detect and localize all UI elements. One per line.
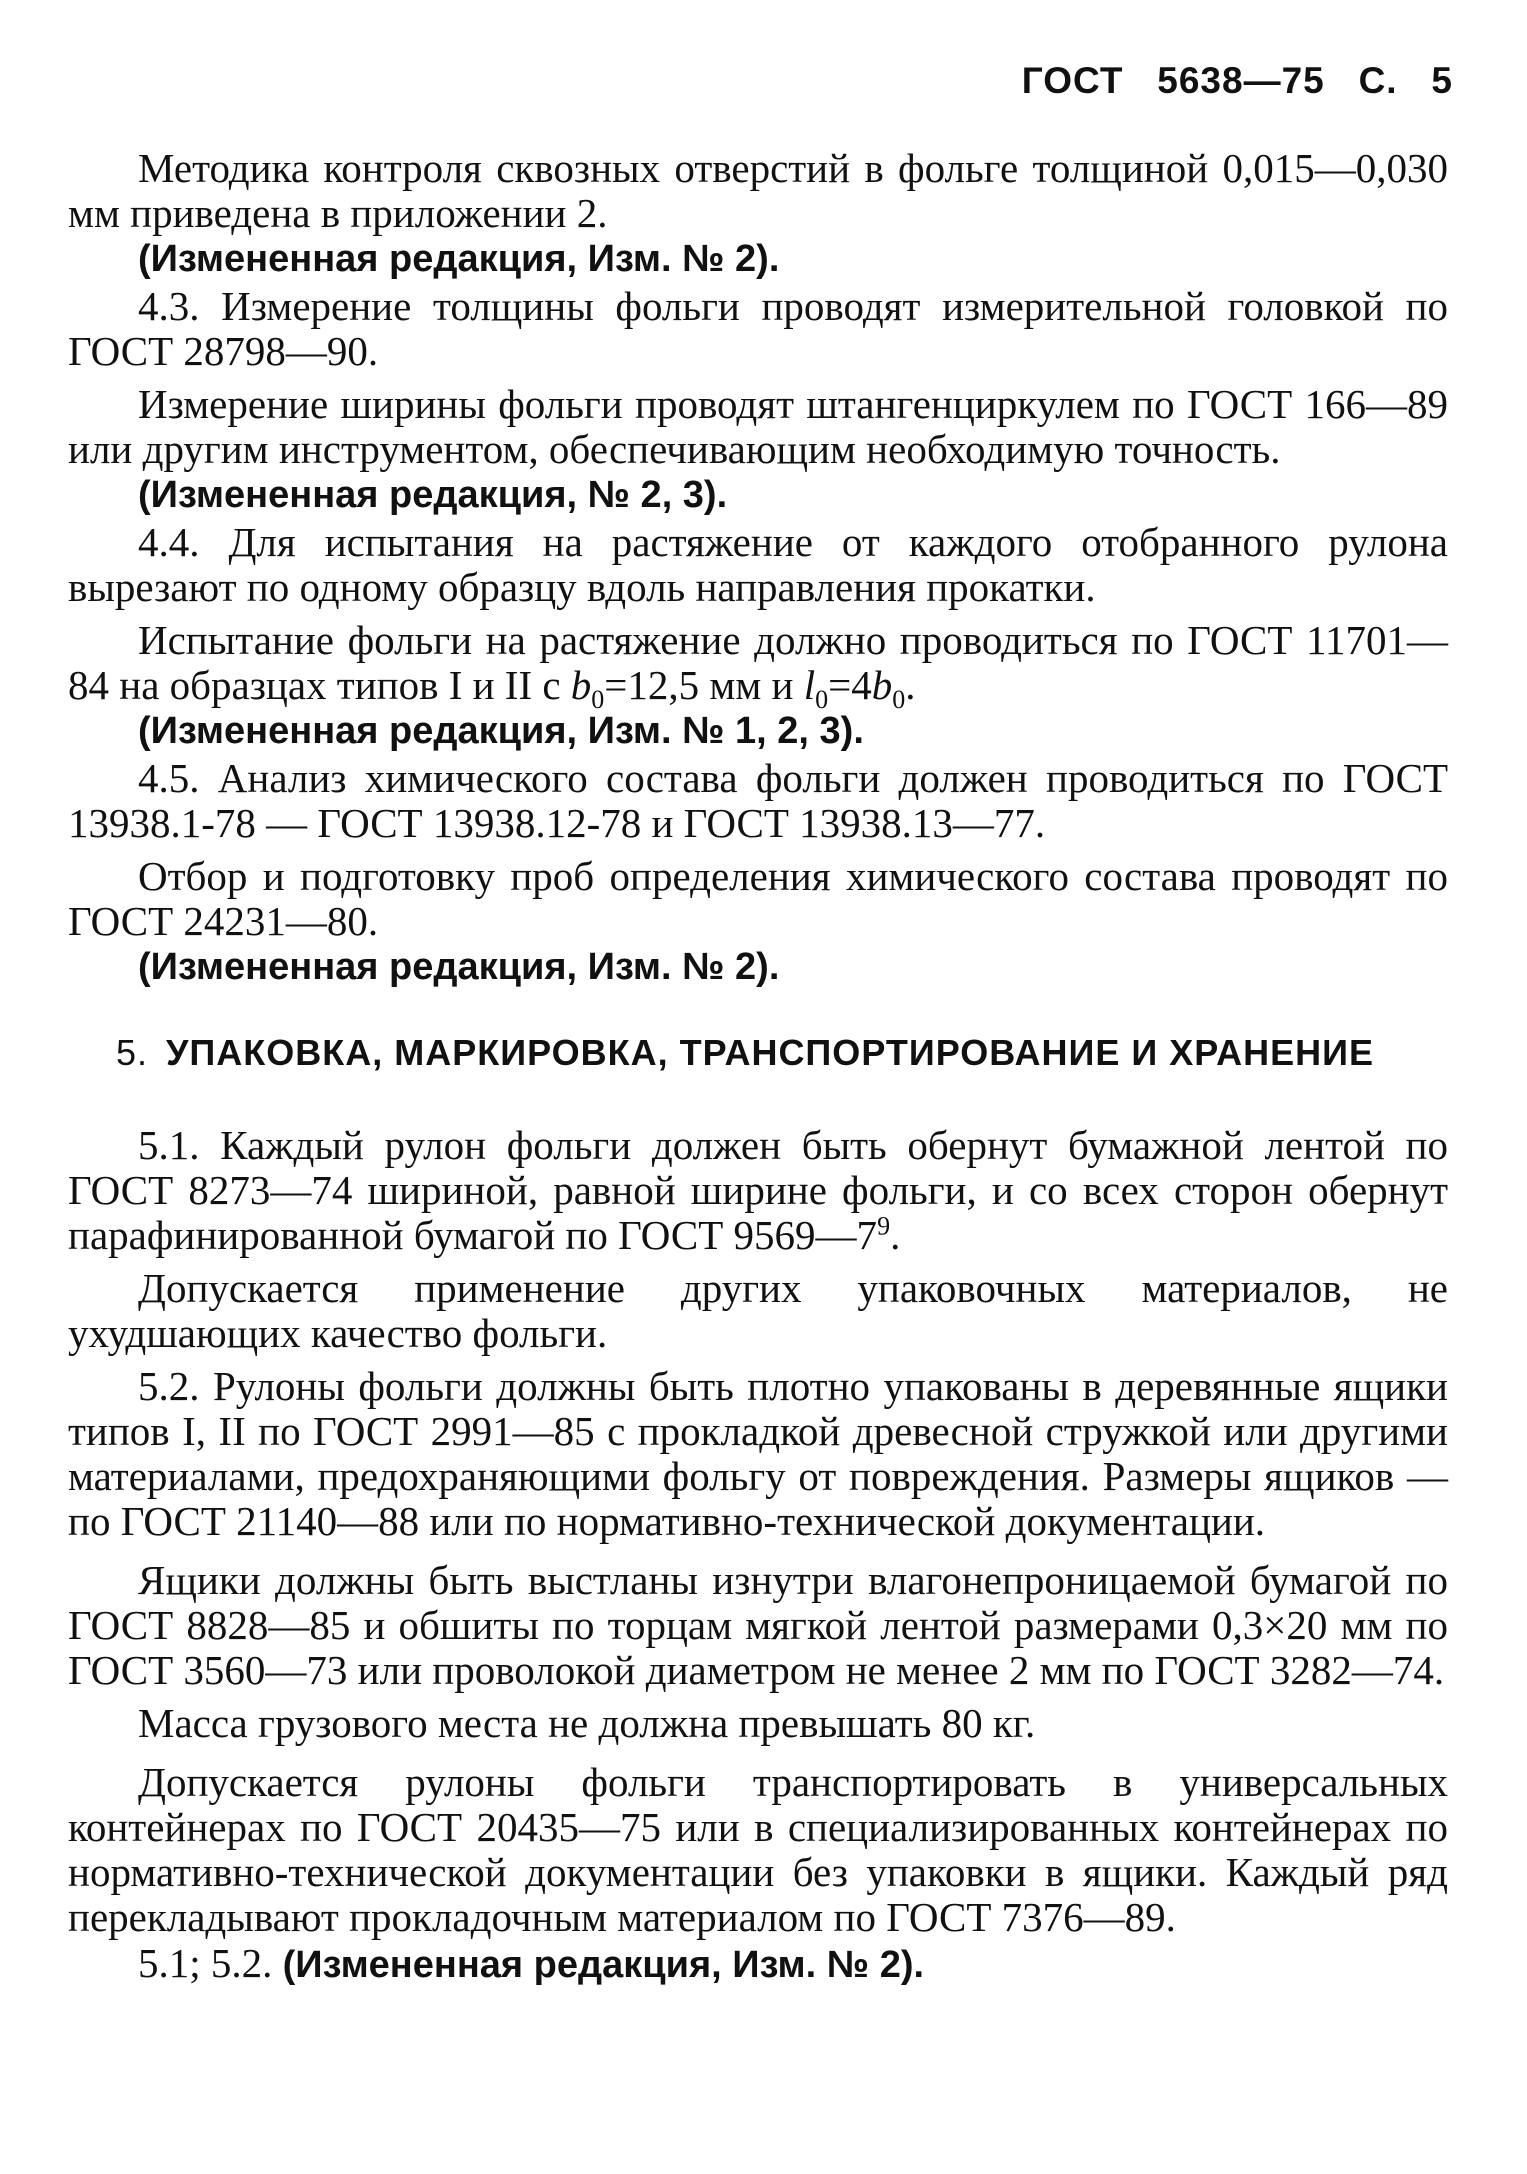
paragraph-5-2: 5.2. Рулоны фольги должны быть плотно упакованы в деревянные ящики типов I, II по ГОСТ 2991—85 с прокладкой древесной стружкой или другими материалами, предохраняющими фольгу от повреждения. Размеры ящиков — по ГОСТ 21140—88 или по нормативно-технической документации.	[68, 1363, 1448, 1544]
final-reference: 5.1; 5.2.	[138, 1940, 283, 1986]
paragraph-5-1-text: 5.1. Каждый рулон фольги должен быть обернут бумажной лентой по ГОСТ 8273—74 шириной, равной ширине фольги, и со всех сторон обернут парафинированной бумагой по ГОСТ 9569—7	[68, 1122, 1448, 1258]
paragraph-container-transport: Допускается рулоны фольги транспортировать в универсальных контейнерах по ГОСТ 20435—75 или в специализированных контейнерах по нормативно-технической документации без упаковки в ящики. Каждый ряд перекладывают прокладочным материалом по ГОСТ 7376—89.	[68, 1759, 1448, 1940]
change-note-1: (Измененная редакция, Изм. № 2).	[138, 238, 780, 280]
section-title	[116, 1030, 1448, 1075]
paragraph-sample-selection: Отбор и подготовку проб определения химического состава проводят по ГОСТ 24231—80.	[68, 853, 1448, 944]
final-change-note: (Измененная редакция, Изм. № 2).	[282, 1944, 925, 1986]
symbol-l: l	[803, 662, 816, 708]
tension-test-text-start: Испытание фольги на растяжение должно проводиться по ГОСТ 11701—84 на образцах типов I и II с	[68, 617, 1448, 708]
change-note-3: (Измененная редакция, Изм. № 1, 2, 3).	[138, 710, 864, 752]
change-note-2: (Измененная редакция, № 2, 3).	[138, 474, 728, 516]
paragraph-other-packaging: Допускается применение других упаковочных материалов, не ухудшающих качество фольги.	[68, 1265, 1448, 1356]
subscript-zero-l: 0	[815, 685, 829, 715]
section-heading: УПАКОВКА, МАРКИРОВКА, ТРАНСПОРТИРОВАНИЕ И ХРАНЕНИЕ	[166, 1032, 1374, 1073]
paragraph-5-1	[68, 1123, 1448, 1258]
page-header: ГОСТ 5638—75 С. 5	[1021, 60, 1453, 101]
paragraph-4-3: 4.3. Измерение толщины фольги проводят измерительной головкой по ГОСТ 28798—90.	[68, 283, 1448, 374]
tension-test-text-middle: =12,5 мм и	[604, 662, 804, 708]
tension-test-period: .	[905, 662, 916, 708]
paragraph-holes-method: Методика контроля сквозных отверстий в фольге толщиной 0,015—0,030 мм приведена в приложении 2.	[68, 145, 1448, 236]
paragraph-4-4: 4.4. Для испытания на растяжение от каждого отобранного рулона вырезают по одному образцу вдоль направления прокатки.	[68, 519, 1448, 610]
document-body	[68, 146, 1448, 1989]
paragraph-4-5: 4.5. Анализ химического состава фольги должен проводиться по ГОСТ 13938.1-78 — ГОСТ 13938.12-78 и ГОСТ 13938.13—77.	[68, 755, 1448, 846]
paragraph-box-lining: Ящики должны быть выстланы изнутри влагонепроницаемой бумагой по ГОСТ 8828—85 и обшиты по торцам мягкой лентой размерами 0,3×20 мм по ГОСТ 3560—73 или проволокой диаметром не менее 2 мм по ГОСТ 3282—74.	[68, 1557, 1448, 1693]
tension-test-equals: =4	[828, 662, 872, 708]
subscript-zero: 0	[591, 685, 605, 715]
superscript-nine: 9	[877, 1211, 891, 1241]
paragraph-tension-test	[68, 617, 1448, 715]
paragraph-5-1-period: .	[890, 1212, 901, 1258]
symbol-b-final: b	[871, 662, 893, 708]
subscript-zero-final: 0	[892, 685, 906, 715]
paragraph-load-mass: Масса грузового места не должна превышать 80 кг.	[138, 1700, 1036, 1746]
change-note-4: (Измененная редакция, Изм. № 2).	[138, 946, 780, 988]
final-change-line	[68, 1941, 1448, 1988]
section-number: 5.	[116, 1032, 149, 1073]
symbol-b: b	[570, 662, 592, 708]
paragraph-width-measurement: Измерение ширины фольги проводят штангенциркулем по ГОСТ 166—89 или другим инструментом, обеспечивающим необходимую точность.	[68, 381, 1448, 472]
